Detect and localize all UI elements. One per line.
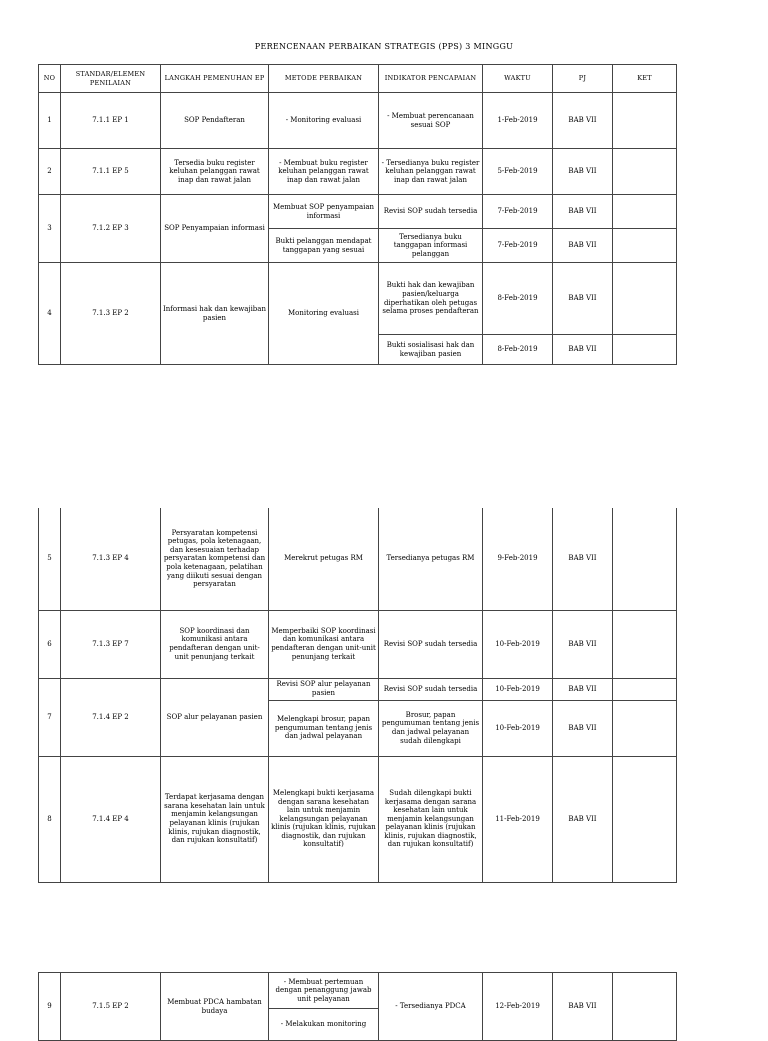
cell-indikator: - Membuat perencanaan sesuai SOP <box>379 93 483 149</box>
cell-no: 9 <box>39 973 61 1041</box>
cell-indikator: Tersedianya buku tanggapan informasi pelanggan <box>379 229 483 263</box>
cell-metode: Bukti pelanggan mendapat tanggapan yang sesuai <box>269 229 379 263</box>
cell-no: 6 <box>39 610 61 678</box>
cell-waktu: 1-Feb-2019 <box>483 93 553 149</box>
cell-waktu: 10-Feb-2019 <box>483 700 553 756</box>
cell-waktu: 10-Feb-2019 <box>483 678 553 700</box>
cell-standar: 7.1.4 EP 4 <box>61 756 161 882</box>
table-row <box>39 149 677 195</box>
cell-no: 3 <box>39 195 61 263</box>
cell-indikator: - Tersedianya PDCA <box>379 973 483 1041</box>
cell-langkah: Tersedia buku register keluhan pelanggan rawat inap dan rawat jalan <box>161 149 269 195</box>
header-pj: PJ <box>553 65 613 93</box>
table-row <box>39 756 677 882</box>
cell-standar: 7.1.4 EP 2 <box>61 678 161 756</box>
cell-pj: BAB VII <box>553 973 613 1041</box>
cell-waktu: 7-Feb-2019 <box>483 229 553 263</box>
cell-ket <box>613 263 677 335</box>
cell-no: 2 <box>39 149 61 195</box>
table-row <box>39 263 677 335</box>
cell-standar: 7.1.5 EP 2 <box>61 973 161 1041</box>
cell-langkah: SOP koordinasi dan komunikasi antara pendafteran dengan unit-unit penunjang terkait <box>161 610 269 678</box>
cell-ket <box>613 149 677 195</box>
cell-pj: BAB VII <box>553 610 613 678</box>
table-row <box>39 93 677 149</box>
cell-pj: BAB VII <box>553 756 613 882</box>
cell-pj: BAB VII <box>553 93 613 149</box>
cell-waktu: 10-Feb-2019 <box>483 610 553 678</box>
table-header-row <box>39 65 677 93</box>
cell-metode: - Membuat buku register keluhan pelanggan rawat inap dan rawat jalan <box>269 149 379 195</box>
cell-pj: BAB VII <box>553 149 613 195</box>
cell-no: 5 <box>39 508 61 610</box>
cell-indikator: Revisi SOP sudah tersedia <box>379 610 483 678</box>
cell-metode: - Melakukan monitoring <box>269 1009 379 1041</box>
cell-pj: BAB VII <box>553 508 613 610</box>
cell-indikator: Bukti hak dan kewajiban pasien/keluarga diperhatikan oleh petugas selama proses pendafteran <box>379 263 483 335</box>
cell-langkah: Informasi hak dan kewajiban pasien <box>161 263 269 365</box>
cell-ket <box>613 700 677 756</box>
cell-ket <box>613 335 677 365</box>
cell-no: 8 <box>39 756 61 882</box>
cell-indikator: Revisi SOP sudah tersedia <box>379 678 483 700</box>
cell-waktu: 5-Feb-2019 <box>483 149 553 195</box>
cell-waktu: 9-Feb-2019 <box>483 508 553 610</box>
cell-indikator: Revisi SOP sudah tersedia <box>379 195 483 229</box>
table-row <box>39 508 677 610</box>
cell-metode: Merekrut petugas RM <box>269 508 379 610</box>
cell-ket <box>613 756 677 882</box>
header-standar: STANDAR/ELEMEN PENILAIAN <box>61 65 161 93</box>
cell-waktu: 8-Feb-2019 <box>483 263 553 335</box>
cell-metode: Melengkapi bukti kerjasama dengan sarana kesehatan lain untuk menjamin kelangsungan pelayanan klinis (rujukan klinis, rujukan diagnostik, dan rujukan konsultatif) <box>269 756 379 882</box>
pps-table-part-3 <box>38 972 677 1041</box>
header-waktu: WAKTU <box>483 65 553 93</box>
cell-standar: 7.1.2 EP 3 <box>61 195 161 263</box>
cell-waktu: 12-Feb-2019 <box>483 973 553 1041</box>
cell-ket <box>613 229 677 263</box>
cell-langkah: Terdapat kerjasama dengan sarana kesehatan lain untuk menjamin kelangsungan pelayanan klinis (rujukan klinis, rujukan diagnostik, dan rujukan konsultatif) <box>161 756 269 882</box>
cell-standar: 7.1.3 EP 4 <box>61 508 161 610</box>
cell-indikator: Bukti sosialisasi hak dan kewajiban pasien <box>379 335 483 365</box>
cell-standar: 7.1.1 EP 1 <box>61 93 161 149</box>
cell-ket <box>613 93 677 149</box>
cell-waktu: 8-Feb-2019 <box>483 335 553 365</box>
cell-pj: BAB VII <box>553 700 613 756</box>
pps-table-part-2 <box>38 508 677 883</box>
cell-metode: - Membuat pertemuan dengan penanggung jawab unit pelayanan <box>269 973 379 1009</box>
cell-no: 1 <box>39 93 61 149</box>
cell-no: 4 <box>39 263 61 365</box>
cell-pj: BAB VII <box>553 195 613 229</box>
cell-indikator: Tersedianya petugas RM <box>379 508 483 610</box>
cell-no: 7 <box>39 678 61 756</box>
pps-table-part-1 <box>38 64 677 365</box>
cell-langkah: Membuat PDCA hambatan budaya <box>161 973 269 1041</box>
header-ket: KET <box>613 65 677 93</box>
cell-ket <box>613 678 677 700</box>
cell-indikator: Brosur, papan pengumuman tentang jenis dan jadwal pelayanan sudah dilengkapi <box>379 700 483 756</box>
cell-metode: Membuat SOP penyampaian informasi <box>269 195 379 229</box>
table-row <box>39 610 677 678</box>
cell-langkah: SOP alur pelayanan pasien <box>161 678 269 756</box>
cell-metode: - Monitoring evaluasi <box>269 93 379 149</box>
cell-metode: Revisi SOP alur pelayanan pasien <box>269 678 379 700</box>
cell-indikator: - Tersedianya buku register keluhan pelanggan rawat inap dan rawat jalan <box>379 149 483 195</box>
cell-pj: BAB VII <box>553 229 613 263</box>
cell-langkah: SOP Penyampaian informasi <box>161 195 269 263</box>
cell-langkah: Persyaratan kompetensi petugas, pola ketenagaan, dan kesesuaian terhadap persyaratan kompetensi dan pola ketenagaan, pelatihan yang diikuti sesuai dengan persyaratan <box>161 508 269 610</box>
cell-pj: BAB VII <box>553 263 613 335</box>
cell-ket <box>613 195 677 229</box>
header-no: NO <box>39 65 61 93</box>
cell-ket <box>613 973 677 1041</box>
cell-ket <box>613 508 677 610</box>
cell-ket <box>613 610 677 678</box>
header-langkah: LANGKAH PEMENUHAN EP <box>161 65 269 93</box>
header-metode: METODE PERBAIKAN <box>269 65 379 93</box>
table-row <box>39 973 677 1009</box>
header-indikator: INDIKATOR PENCAPAIAN <box>379 65 483 93</box>
cell-pj: BAB VII <box>553 335 613 365</box>
cell-standar: 7.1.3 EP 7 <box>61 610 161 678</box>
cell-metode: Memperbaiki SOP koordinasi dan komunikasi antara pendafteran dengan unit-unit penunjang terkait <box>269 610 379 678</box>
cell-waktu: 11-Feb-2019 <box>483 756 553 882</box>
cell-standar: 7.1.1 EP 5 <box>61 149 161 195</box>
cell-langkah: SOP Pendafteran <box>161 93 269 149</box>
cell-indikator: Sudah dilengkapi bukti kerjasama dengan sarana kesehatan lain untuk menjamin kelangsungan pelayanan klinis (rujukan klinis, rujukan diagnostik, dan rujukan konsultatif) <box>379 756 483 882</box>
table-row <box>39 195 677 229</box>
document-title: PERENCENAAN PERBAIKAN STRATEGIS (PPS) 3 MINGGU <box>254 42 514 51</box>
cell-metode: Monitoring evaluasi <box>269 263 379 365</box>
cell-metode: Melengkapi brosur, papan pengumuman tentang jenis dan jadwal pelayanan <box>269 700 379 756</box>
cell-waktu: 7-Feb-2019 <box>483 195 553 229</box>
cell-pj: BAB VII <box>553 678 613 700</box>
cell-standar: 7.1.3 EP 2 <box>61 263 161 365</box>
table-row <box>39 678 677 700</box>
